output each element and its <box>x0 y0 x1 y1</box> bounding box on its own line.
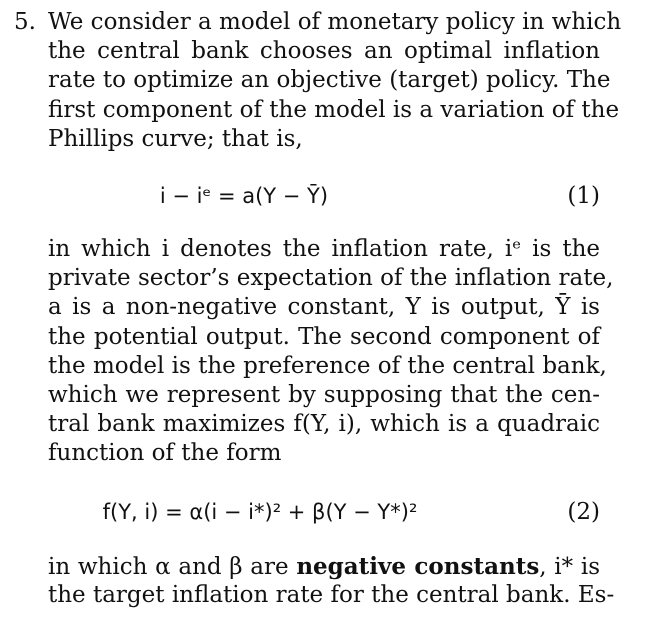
text-line: the potential output. The second component of <box>48 323 600 350</box>
text-line: function of the form <box>48 440 282 467</box>
text-line: the model is the preference of the central bank, <box>48 352 607 379</box>
text-line: which we represent by supposing that the cen- <box>48 381 600 408</box>
text-line: the target inflation rate for the central bank. Es- <box>48 582 615 609</box>
equation-body: i − iᵉ = a(Y − Ȳ) <box>159 184 329 208</box>
text-line: private sector’s expectation of the inflation rate, <box>48 265 614 292</box>
bold-term: negative constants <box>296 553 540 580</box>
equation-body: f(Y, i) = α(i − i*)² + β(Y − Y*)² <box>102 500 418 524</box>
paragraph-intro <box>48 8 622 154</box>
problem-number: 5. <box>14 9 36 35</box>
text-run: in which α and β are <box>48 554 297 580</box>
text-line: rate to optimize an objective (target) policy. The <box>48 67 611 94</box>
text-line: We consider a model of monetary policy in which <box>48 9 622 35</box>
text-line: Phillips curve; that is, <box>48 125 303 152</box>
text-line: a is a non-negative constant, Y is output, Ȳ is <box>48 294 600 321</box>
equation-number: (2) <box>567 499 600 525</box>
equation-number: (1) <box>567 183 600 209</box>
text-run: , i* is <box>539 554 600 580</box>
text-line <box>48 552 600 581</box>
text-line: first component of the model is a variation of the <box>48 96 620 123</box>
text-line: the central bank chooses an optimal inflation <box>48 38 600 65</box>
text-line: in which i denotes the inflation rate, iᵉ is the <box>48 236 600 262</box>
equation-2 <box>48 497 600 527</box>
paragraph-definitions <box>48 235 614 469</box>
paragraph-constants <box>48 552 615 610</box>
equation-1 <box>48 181 600 211</box>
text-line: tral bank maximizes f(Y, i), which is a quadraic <box>48 411 600 438</box>
